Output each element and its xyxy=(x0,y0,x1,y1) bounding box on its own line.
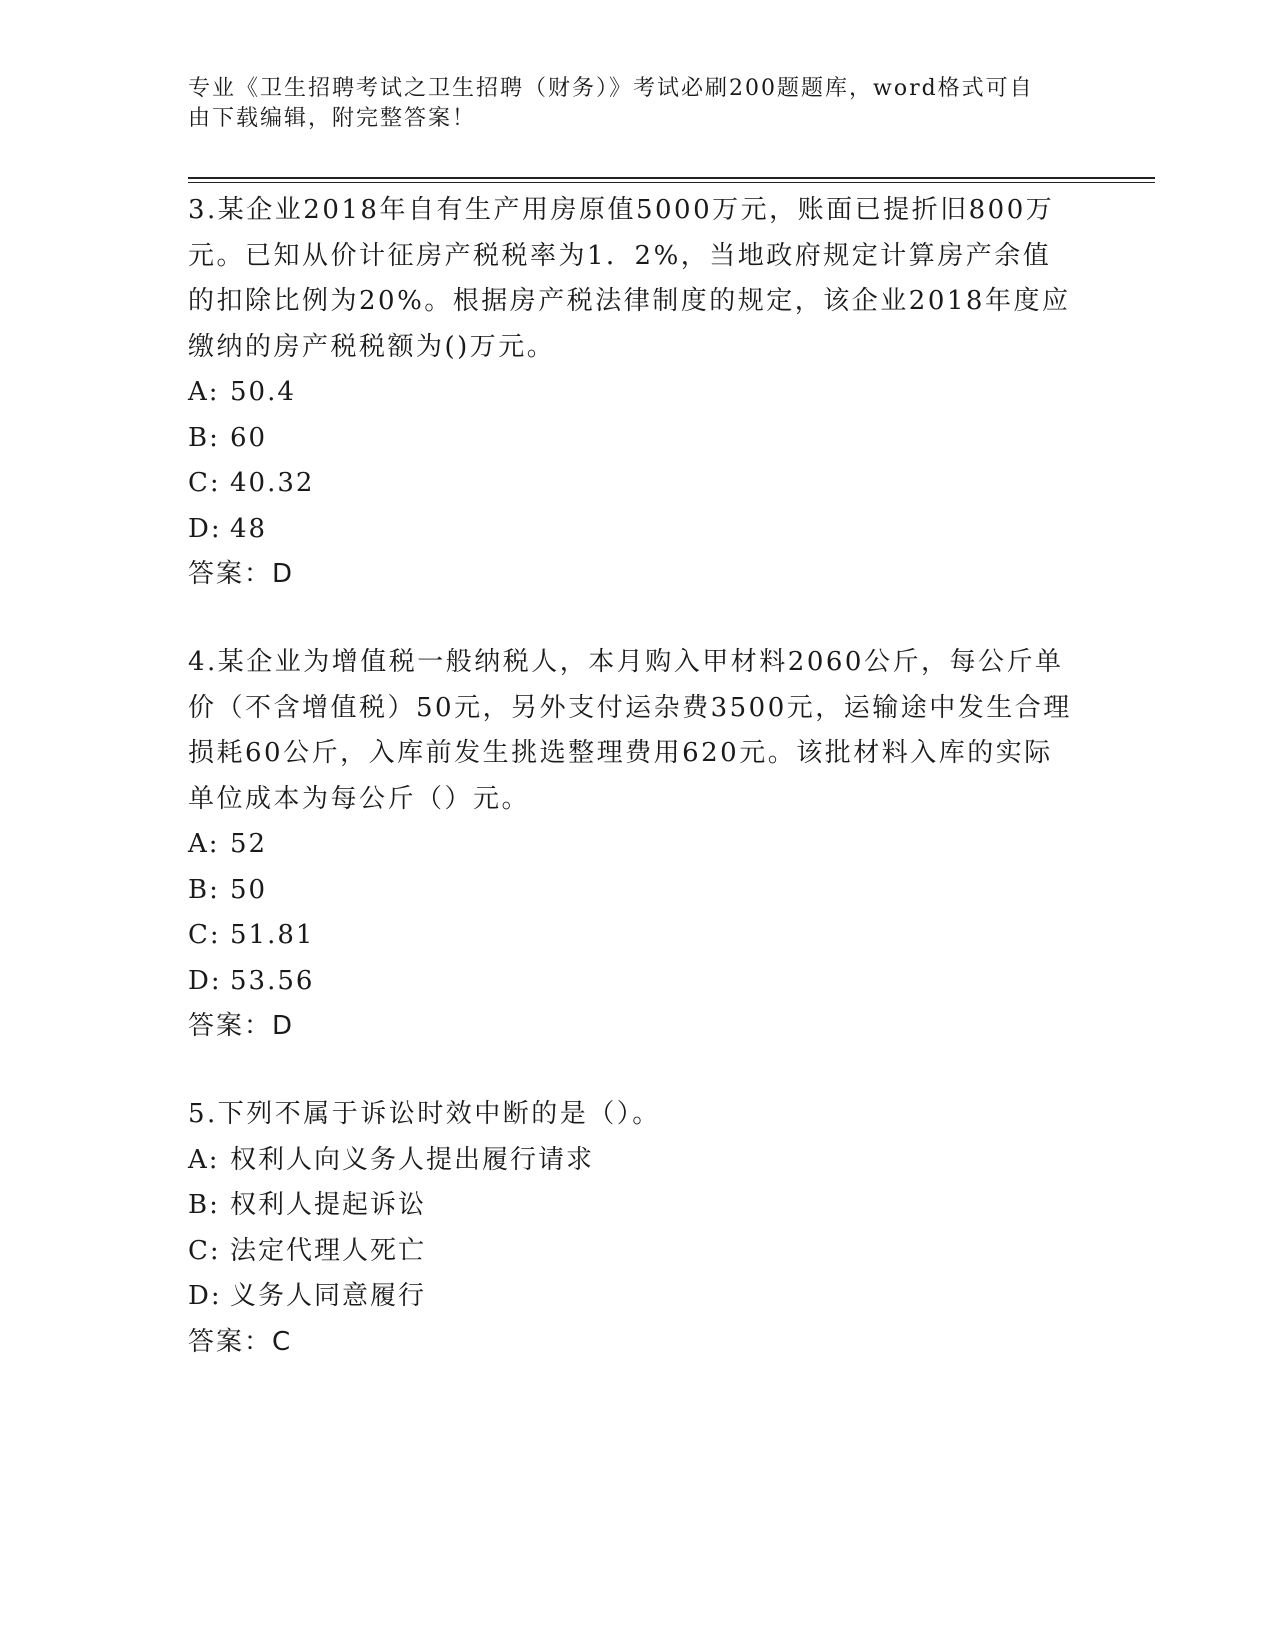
option-key: C: xyxy=(188,1235,221,1266)
answer: 答案：C xyxy=(188,1326,293,1357)
option-value: 法定代理人死亡 xyxy=(230,1235,427,1266)
answer: 答案：D xyxy=(188,1011,295,1041)
header-divider-thick xyxy=(188,177,1155,179)
option-b xyxy=(188,868,1088,914)
document-header xyxy=(188,74,1068,134)
option-a xyxy=(188,1138,1088,1184)
question-line: 损耗60公斤，入库前发生挑选整理费用620元。该批材料入库的实际 xyxy=(188,738,1053,768)
option-key: D: xyxy=(188,513,222,544)
option-key: D: xyxy=(188,965,222,996)
question-line: 价（不含增值税）50元，另外支付运杂费3500元，运输途中发生合理 xyxy=(188,692,1072,723)
header-divider-thin xyxy=(188,182,1155,183)
option-value: 53.56 xyxy=(230,965,315,996)
option-key: A: xyxy=(188,377,220,407)
option-value: 52 xyxy=(230,829,268,859)
option-value: 义务人同意履行 xyxy=(230,1281,427,1311)
question-list xyxy=(188,188,1088,1408)
question-5 xyxy=(188,1092,1088,1364)
question-line: 4.某企业为增值税一般纳税人，本月购入甲材料2060公斤，每公斤单 xyxy=(188,647,1064,677)
option-key: B: xyxy=(188,874,220,905)
question-4 xyxy=(188,640,1088,1048)
option-value: 50.4 xyxy=(230,377,296,407)
option-key: A: xyxy=(188,829,220,859)
question-line: 元。已知从价计征房产税税率为1．2%，当地政府规定计算房产余值 xyxy=(188,240,1052,271)
option-key: D: xyxy=(188,1281,222,1311)
option-key: C: xyxy=(188,920,221,950)
option-value: 权利人向义务人提出履行请求 xyxy=(230,1144,595,1175)
question-line: 缴纳的房产税税额为()万元。 xyxy=(188,331,556,362)
option-c xyxy=(188,1229,1088,1275)
option-value: 48 xyxy=(230,513,268,544)
answer: 答案：D xyxy=(188,559,295,589)
option-value: 51.81 xyxy=(230,920,315,950)
option-value: 权利人提起诉讼 xyxy=(230,1190,427,1220)
option-key: C: xyxy=(188,468,221,498)
option-key: A: xyxy=(188,1144,220,1175)
option-value: 40.32 xyxy=(230,468,315,498)
option-value: 50 xyxy=(230,874,268,905)
option-b xyxy=(188,416,1088,462)
question-line: 的扣除比例为20%。根据房产税法律制度的规定，该企业2018年度应 xyxy=(188,286,1071,316)
option-b xyxy=(188,1183,1088,1229)
header-line-1: 专业《卫生招聘考试之卫生招聘（财务）》考试必刷200题题库，word格式可自 xyxy=(188,76,1034,101)
option-d xyxy=(188,507,1088,553)
question-line: 5.下列不属于诉讼时效中断的是（）。 xyxy=(188,1099,661,1129)
option-value: 60 xyxy=(230,422,268,453)
option-d xyxy=(188,959,1088,1005)
option-d xyxy=(188,1274,1088,1320)
option-c xyxy=(188,461,1088,507)
option-key: B: xyxy=(188,1190,220,1220)
option-c xyxy=(188,913,1088,959)
option-key: B: xyxy=(188,422,220,453)
option-a xyxy=(188,822,1088,868)
option-a xyxy=(188,370,1088,416)
question-line: 3.某企业2018年自有生产用房原值5000万元，账面已提折旧800万 xyxy=(188,195,1055,225)
question-line: 单位成本为每公斤（）元。 xyxy=(188,783,531,814)
header-line-2: 由下载编辑，附完整答案！ xyxy=(188,106,477,131)
question-3 xyxy=(188,188,1088,596)
